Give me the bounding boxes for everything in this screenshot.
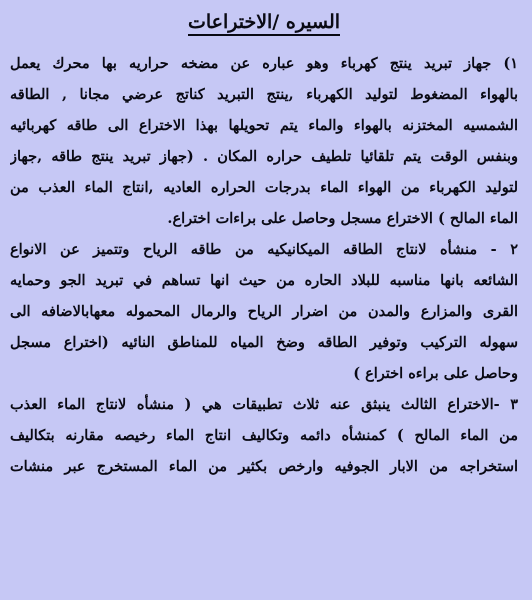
- paragraph-line: الشمسيه المختزنه بالهواء والماء يتم تحويلها بهذا الاختراع الى طاقه كهربائيه: [10, 117, 518, 134]
- document-title-text: السيره /الاختراعات: [188, 11, 340, 36]
- paragraph-line: وحاصل على براءه اختراع ): [353, 365, 518, 382]
- paragraph-line: وبنفس الوقت يتم تلقائيا تلطيف حراره المكان . (جهاز تبريد ينتج طاقه ,جهاز: [10, 148, 518, 165]
- paragraph-line: القرى والمزارع والمدن من اضرار الرياح والرمال المحموله معهابالاضافه الى: [10, 303, 518, 320]
- paragraph-line: ٣ -الاختراع الثالث ينبثق عنه ثلاث تطبيقات هي ( منشأه لانتاج الماء العذب: [10, 396, 518, 413]
- paragraph-line: ٢ - منشأه لانتاج الطاقه الميكانيكيه من طاقه الرياح وتتميز عن الانواع: [10, 241, 518, 258]
- paragraph-3: [10, 389, 518, 482]
- paragraph-line: الماء المالح ) الاختراع مسجل وحاصل على براءات اختراع.: [167, 210, 518, 227]
- paragraph-line: ١) جهاز تبريد ينتج كهرباء وهو عباره عن مضخه حراريه بها محرك يعمل: [10, 55, 518, 72]
- paragraph-2: [10, 234, 518, 389]
- paragraph-line: استخراجه من الابار الجوفيه وارخص بكثير من الماء المستخرج عبر منشات: [10, 458, 518, 475]
- paragraph-line: لتوليد الكهرباء من الهواء الماء بدرجات الحراره العاديه ,انتاج الماء العذب من: [10, 179, 518, 196]
- document-title: [10, 8, 518, 36]
- paragraph-1: [10, 48, 518, 234]
- paragraph-line: بالهواء المضغوط لتوليد الكهرباء ,ينتج التبريد كناتج عرضي مجانا , الطاقه: [10, 86, 518, 103]
- paragraph-line: سهوله التركيب وتوفير الطاقه وضخ المياه للمناطق النائيه (اختراع مسجل: [10, 334, 518, 351]
- paragraph-line: الشائعه بانها مناسبه للبلاد الحاره من حيث انها تساهم في تبريد الجو وحمايه: [10, 272, 518, 289]
- paragraph-line: من الماء المالح ) كمنشأه دائمه وتكاليف انتاج الماء رخيصه مقارنه بتكاليف: [10, 427, 518, 444]
